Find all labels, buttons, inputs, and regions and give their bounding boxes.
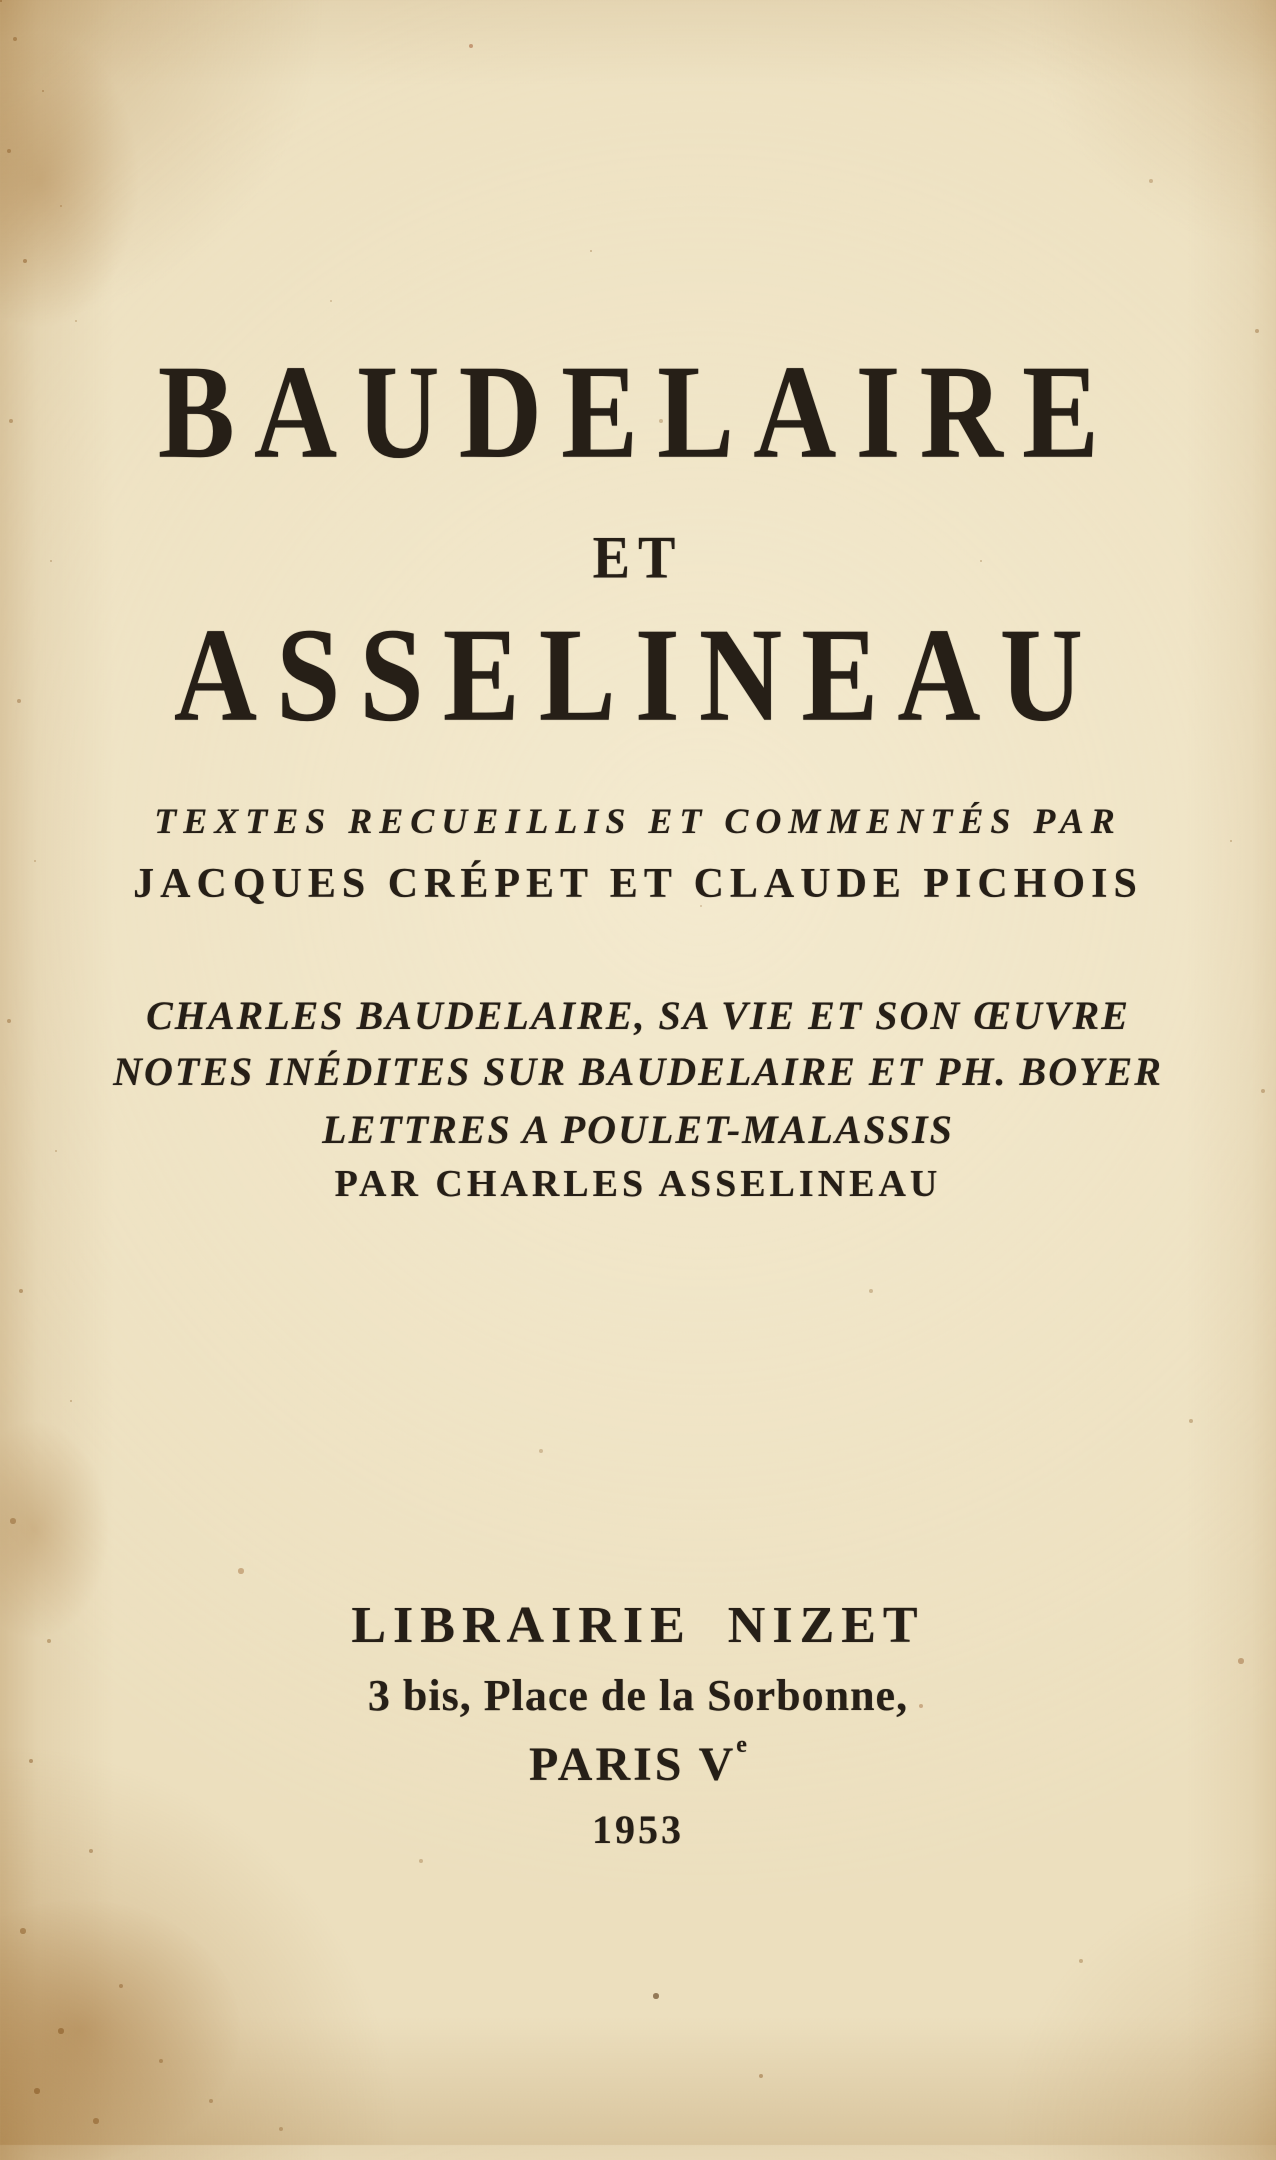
book-title-connector: ET	[592, 524, 684, 592]
publisher-name: LIBRAIRIE NIZET	[351, 1597, 925, 1654]
publisher-city	[0, 1732, 1276, 1792]
work-title-2: NOTES INÉDITES SUR BAUDELAIRE ET PH. BOYER	[113, 1049, 1163, 1094]
foxing-blotch	[0, 1900, 240, 2160]
work-title-3: LETTRES A POULET-MALASSIS	[322, 1107, 954, 1152]
city-superscript: e	[736, 1732, 747, 1758]
publication-year: 1953	[592, 1807, 684, 1852]
works-author: PAR CHARLES ASSELINEAU	[334, 1163, 942, 1205]
foxing-blotch	[0, 30, 140, 330]
publisher-address: 3 bis, Place de la Sorbonne,	[367, 1671, 909, 1720]
work-title-1: CHARLES BAUDELAIRE, SA VIE ET SON ŒUVRE	[146, 993, 1130, 1038]
book-title-line2: ASSELINEAU	[173, 599, 1103, 749]
city-text: PARIS V	[529, 1738, 737, 1791]
byline-editors: JACQUES CRÉPET ET CLAUDE PICHOIS	[133, 861, 1143, 907]
byline-intro: TEXTES RECUEILLIS ET COMMENTÉS PAR	[154, 801, 1122, 841]
book-title-line1: BAUDELAIRE	[157, 336, 1119, 486]
foxing-specks	[0, 0, 2, 2]
